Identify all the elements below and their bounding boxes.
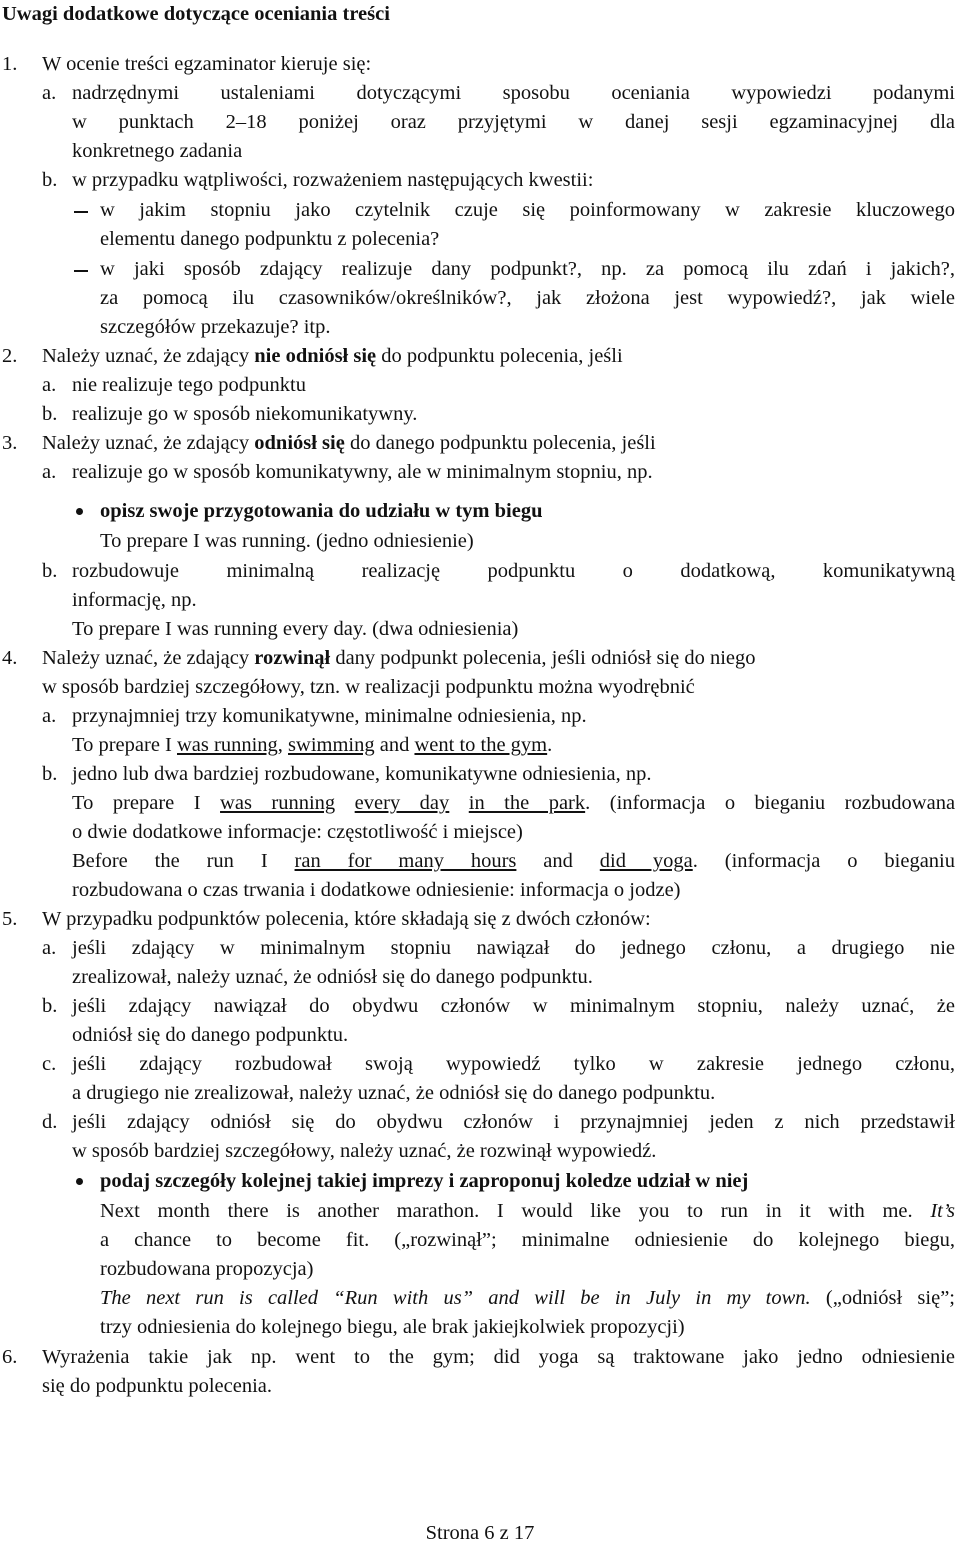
item-1a-line-1: nadrzędnymi ustaleniami dotyczącymi sposobu oceniania wypowiedzi podanymi bbox=[72, 82, 955, 104]
dash-bullet-icon bbox=[74, 211, 88, 213]
item-5c-line-2: a drugiego nie zrealizował, należy uznać, że odniósł się do danego podpunktu. bbox=[72, 1082, 716, 1104]
item-number-2: 2. bbox=[2, 345, 18, 367]
item-number-4: 4. bbox=[2, 647, 18, 669]
item-5-task-bullet: podaj szczegóły kolejnej takiej imprezy i zaproponuj koledze udział w niej bbox=[100, 1170, 749, 1192]
item-4a-marker: a. bbox=[42, 705, 57, 727]
item-6-line-1: Wyrażenia takie jak np. went to the gym; did yoga są traktowane jako jedno odniesienie bbox=[42, 1346, 955, 1368]
item-3-example-2: To prepare I was running every day. (dwa odniesienia) bbox=[72, 618, 519, 640]
item-1b-marker: b. bbox=[42, 169, 58, 191]
item-4b-example-1-line-2: o dwie dodatkowe informacje: częstotliwość i miejsce) bbox=[72, 821, 523, 843]
item-3a-marker: a. bbox=[42, 461, 57, 483]
item-5-example-2-line-1: The next run is called “Run with us” and will be in July in my town. („odniósł się”; bbox=[100, 1287, 955, 1309]
item-4b-example-1-line-1: To prepare I was running every day in the park. (informacja o bieganiu rozbudowana bbox=[72, 792, 956, 814]
item-3-title: Należy uznać, że zdający odniósł się do danego podpunktu polecenia, jeśli bbox=[42, 432, 656, 454]
item-5b-line-1: jeśli zdający nawiązał do obydwu członów w minimalnym stopniu, należy uznać, że bbox=[72, 995, 955, 1017]
item-5-title: W przypadku podpunktów polecenia, które składają się z dwóch członów: bbox=[42, 908, 651, 930]
item-5b-line-2: odniósł się do danego podpunktu. bbox=[72, 1024, 349, 1046]
item-4-line-2: w sposób bardziej szczegółowy, tzn. w realizacji podpunktu można wyodrębnić bbox=[42, 676, 695, 698]
item-1-title: W ocenie treści egzaminator kieruje się: bbox=[42, 53, 372, 75]
item-3a-text: realizuje go w sposób komunikatywny, ale w minimalnym stopniu, np. bbox=[72, 461, 653, 483]
item-1b-line-1: w przypadku wątpliwości, rozważeniem następujących kwestii: bbox=[72, 169, 594, 191]
item-2b-marker: b. bbox=[42, 403, 58, 425]
item-4-line-1: Należy uznać, że zdający rozwinął dany podpunkt polecenia, jeśli odniósł się do niego bbox=[42, 647, 756, 669]
item-1a-line-3: konkretnego zadania bbox=[72, 140, 243, 162]
item-5-example-1-line-2: a chance to become fit. („rozwinął”; minimalne odniesienie do kolejnego biegu, bbox=[100, 1229, 955, 1251]
item-2-title: Należy uznać, że zdający nie odniósł się do podpunktu polecenia, jeśli bbox=[42, 345, 623, 367]
item-3b-marker: b. bbox=[42, 560, 58, 582]
item-number-5: 5. bbox=[2, 908, 18, 930]
item-5c-marker: c. bbox=[42, 1053, 57, 1075]
item-4b-example-2-line-1: Before the run I ran for many hours and did yoga. (informacja o bieganiu bbox=[72, 850, 955, 872]
item-1b-dash-2-line-1: w jaki sposób zdający realizuje dany podpunkt?, np. za pomocą ilu zdań i jakich?, bbox=[100, 258, 955, 280]
item-number-1: 1. bbox=[2, 53, 18, 75]
item-3b-line-2: informację, np. bbox=[72, 589, 197, 611]
item-1b-dash-2-line-3: szczegółów przekazuje? itp. bbox=[100, 316, 331, 338]
item-4b-marker: b. bbox=[42, 763, 58, 785]
item-5b-marker: b. bbox=[42, 995, 58, 1017]
item-number-6: 6. bbox=[2, 1346, 18, 1368]
item-3b-line-1: rozbudowuje minimalną realizację podpunktu o dodatkową, komunikatywną bbox=[72, 560, 955, 582]
item-5d-line-2: w sposób bardziej szczegółowy, należy uznać, że rozwinął wypowiedź. bbox=[72, 1140, 657, 1162]
item-5a-line-2: zrealizował, należy uznać, że odniósł się do danego podpunktu. bbox=[72, 966, 593, 988]
item-4b-text: jedno lub dwa bardziej rozbudowane, komunikatywne odniesienia, np. bbox=[72, 763, 652, 785]
item-5c-line-1: jeśli zdający rozbudował swoją wypowiedź tylko w zakresie jednego członu, bbox=[72, 1053, 955, 1075]
item-4a-example: To prepare I was running, swimming and went to the gym. bbox=[72, 734, 553, 756]
item-3-task-bullet: opisz swoje przygotowania do udziału w tym biegu bbox=[100, 500, 543, 522]
item-2b-text: realizuje go w sposób niekomunikatywny. bbox=[72, 403, 418, 425]
page-heading: Uwagi dodatkowe dotyczące oceniania treści bbox=[2, 3, 390, 25]
bullet-icon bbox=[76, 508, 83, 515]
item-2a-marker: a. bbox=[42, 374, 57, 396]
item-1b-dash-2-line-2: za pomocą ilu czasowników/określników?, jak złożona jest wypowiedź?, jak wiele bbox=[100, 287, 955, 309]
item-5d-marker: d. bbox=[42, 1111, 58, 1133]
item-3-example-1: To prepare I was running. (jedno odniesienie) bbox=[100, 530, 474, 552]
item-5a-line-1: jeśli zdający w minimalnym stopniu nawiązał do jednego członu, a drugiego nie bbox=[72, 937, 955, 959]
item-5-example-1-line-1: Next month there is another marathon. I would like you to run in it with me. It’s bbox=[100, 1200, 955, 1222]
item-4a-text: przynajmniej trzy komunikatywne, minimalne odniesienia, np. bbox=[72, 705, 587, 727]
page-footer: Strona 6 z 17 bbox=[425, 1522, 535, 1544]
item-6-line-2: się do podpunktu polecenia. bbox=[42, 1375, 273, 1397]
item-5a-marker: a. bbox=[42, 937, 57, 959]
item-5d-line-1: jeśli zdający odniósł się do obydwu członów i przynajmniej jeden z nich przedstawił bbox=[72, 1111, 955, 1133]
item-1a-line-2: w punktach 2–18 poniżej oraz przyjętymi w danej sesji egzaminacyjnej dla bbox=[72, 111, 955, 133]
item-5-example-2-line-2: trzy odniesienia do kolejnego biegu, ale brak jakiejkolwiek propozycji) bbox=[100, 1316, 685, 1338]
item-1b-dash-1-line-2: elementu danego podpunktu z polecenia? bbox=[100, 228, 440, 250]
item-5-example-1-line-3: rozbudowana propozycja) bbox=[100, 1258, 314, 1280]
item-1a-marker: a. bbox=[42, 82, 57, 104]
item-4b-example-2-line-2: rozbudowana o czas trwania i dodatkowe odniesienie: informacja o jodze) bbox=[72, 879, 681, 901]
bullet-icon bbox=[76, 1178, 83, 1185]
dash-bullet-icon bbox=[74, 270, 88, 272]
item-number-3: 3. bbox=[2, 432, 18, 454]
item-1b-dash-1-line-1: w jakim stopniu jako czytelnik czuje się poinformowany w zakresie kluczowego bbox=[100, 199, 955, 221]
item-2a-text: nie realizuje tego podpunktu bbox=[72, 374, 306, 396]
